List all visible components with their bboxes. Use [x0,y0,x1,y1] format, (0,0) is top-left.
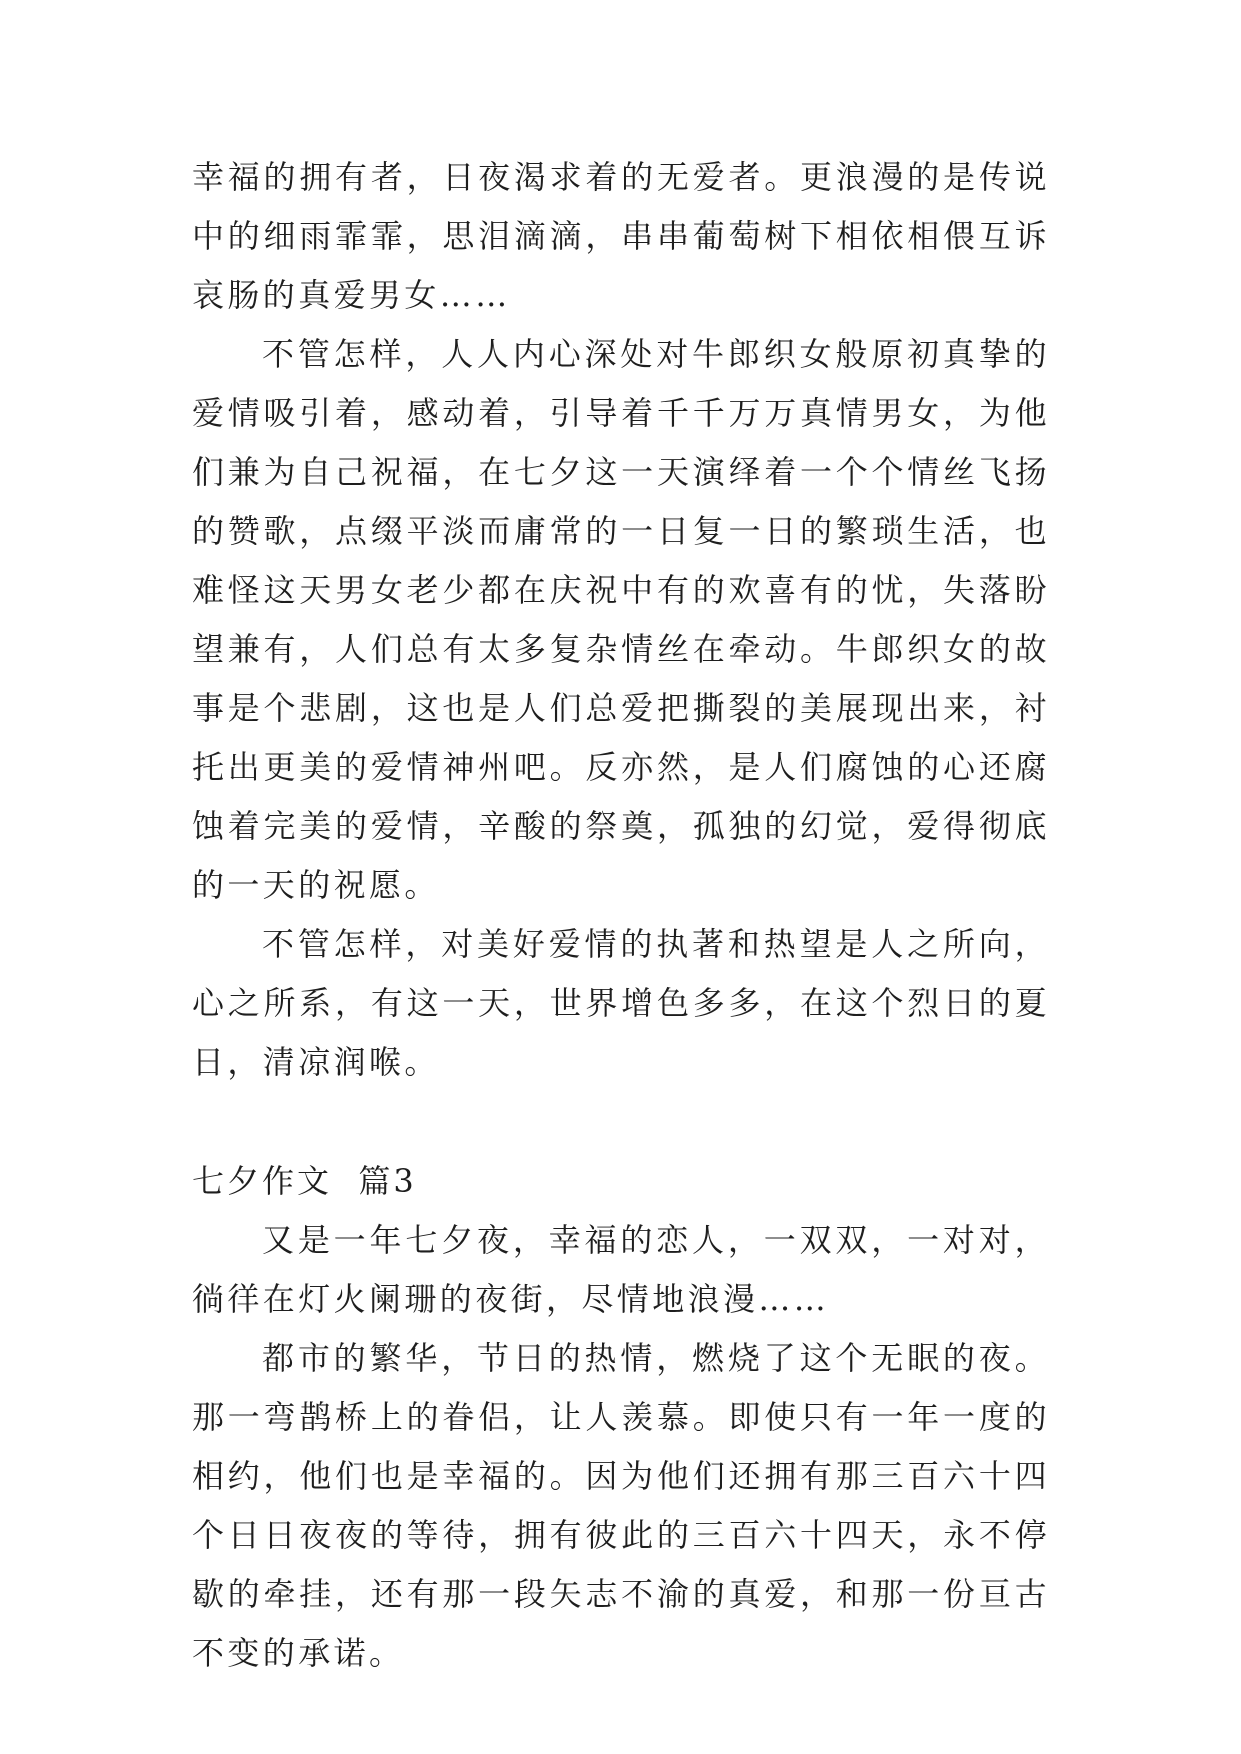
document-page [192,148,1050,1683]
paragraph-5: 都市的繁华，节日的热情，燃烧了这个无眠的夜。那一弯鹊桥上的眷侣，让人羡慕。即使只有一年一度的相约，他们也是幸福的。因为他们还拥有那三百六十四个日日夜夜的等待，拥有彼此的三百六十四天，永不停歇的牵挂，还有那一段矢志不渝的真爱，和那一份亘古不变的承诺。 [192,1339,1050,1672]
paragraph-3: 不管怎样，对美好爱情的执著和热望是人之所向，心之所系，有这一天，世界增色多多，在这个烈日的夏日，清凉润喉。 [192,925,1050,1081]
section-heading: 七夕作文 篇3 [192,1162,417,1200]
paragraph-1: 幸福的拥有者，日夜渴求着的无爱者。更浪漫的是传说中的细雨霏霏，思泪滴滴，串串葡萄树下相依相偎互诉哀肠的真爱男女…… [192,158,1050,314]
section-gap [192,1092,1050,1152]
paragraph-2: 不管怎样，人人内心深处对牛郎织女般原初真挚的爱情吸引着，感动着，引导着千千万万真情男女，为他们兼为自己祝福，在七夕这一天演绎着一个个情丝飞扬的赞歌，点缀平淡而庸常的一日复一日的繁琐生活，也难怪这天男女老少都在庆祝中有的欢喜有的忧，失落盼望兼有，人们总有太多复杂情丝在牵动。牛郎织女的故事是个悲剧，这也是人们总爱把撕裂的美展现出来，衬托出更美的爱情神州吧。反亦然，是人们腐蚀的心还腐蚀着完美的爱情，辛酸的祭奠，孤独的幻觉，爱得彻底的一天的祝愿。 [192,335,1050,904]
paragraph-4: 又是一年七夕夜，幸福的恋人，一双双，一对对，徜徉在灯火阑珊的夜街，尽情地浪漫…… [192,1221,1050,1318]
